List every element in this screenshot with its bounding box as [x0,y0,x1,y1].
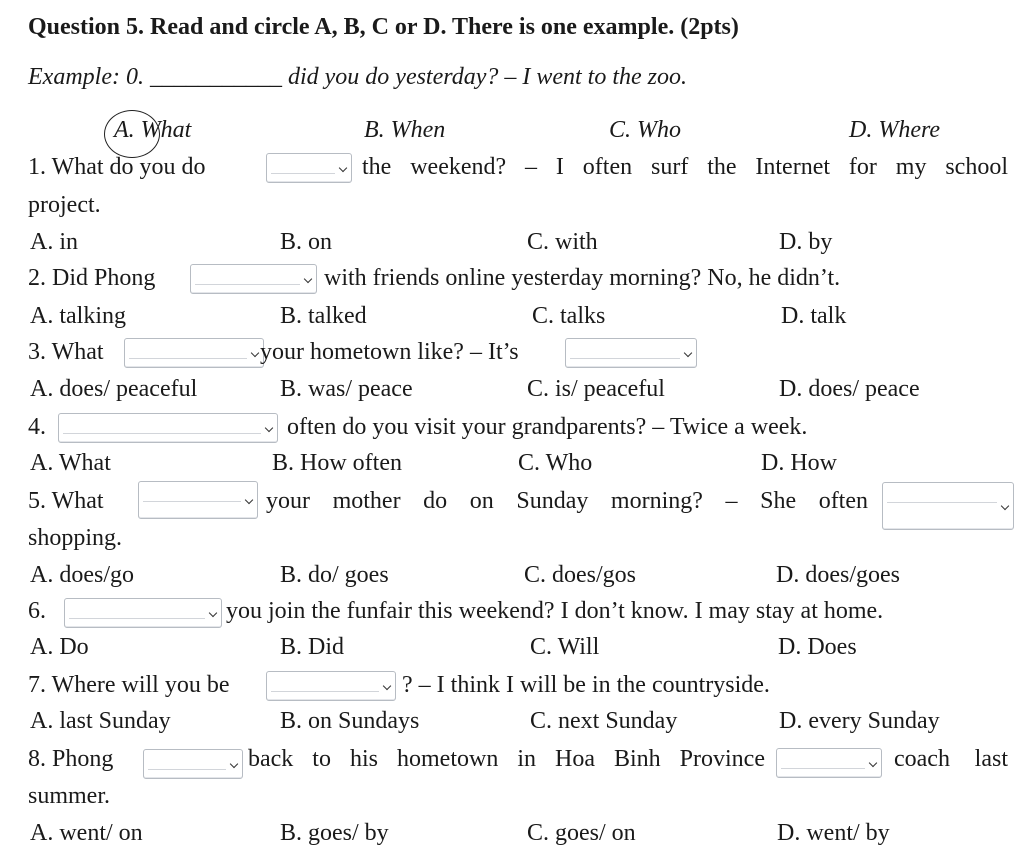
q5-option-b: B. do/ goes [280,562,389,588]
q6-option-d: D. Does [778,634,857,660]
q4-text-start: 4. [28,414,46,440]
q5-blank-select-1[interactable] [138,481,258,519]
q8-text-start: 8. Phong [28,746,114,772]
q1-text-end-words: the weekend? – I often surf the Internet for my school [362,154,1008,180]
q8-blank-select-2[interactable] [776,748,882,778]
example-option-b: B. When [364,117,446,143]
q8-text-mid-words: back to his hometown in Hoa Binh Province [248,746,765,772]
q4-option-c: C. Who [518,450,593,476]
q3-option-c: C. is/ peaceful [527,376,665,402]
chevron-down-icon [383,682,391,690]
q4-text-end: often do you visit your grandparents? – Twice a week. [287,414,808,440]
q7-option-b: B. on Sundays [280,708,420,734]
q7-text-end: ? – I think I will be in the countryside. [402,672,770,698]
chevron-down-icon [1001,502,1009,510]
question-title: Question 5. Read and circle A, B, C or D. There is one example. (2pts) [28,14,739,40]
example-option-d: D. Where [849,117,941,143]
q5-option-a: A. does/go [30,562,134,588]
chevron-down-icon [339,164,347,172]
q3-blank-select-2[interactable] [565,338,697,368]
q2-option-b: B. talked [280,303,367,329]
q1-option-c: C. with [527,229,598,255]
chevron-down-icon [304,275,312,283]
q3-option-a: A. does/ peaceful [30,376,198,402]
q3-option-b: B. was/ peace [280,376,413,402]
chevron-down-icon [265,424,273,432]
q1-text-wrap: project. [28,192,101,218]
q8-text-end [894,744,1008,774]
q5-text-start: 5. What [28,488,104,514]
q1-option-d: D. by [779,229,833,255]
q8-blank-select-1[interactable] [143,749,243,779]
q4-option-a: A. What [30,450,111,476]
q8-text-mid [248,744,765,774]
chevron-down-icon [869,759,877,767]
q1-text-start: 1. What do you do [28,154,206,180]
example-option-a: A. What [114,117,192,143]
example-rest: did you do yesterday? – I went to the zoo. [281,64,688,90]
q6-option-b: B. Did [280,634,345,660]
chevron-down-icon [230,760,238,768]
q3-text-start: 3. What [28,339,104,365]
example-lead: Example: 0. [28,64,150,90]
q6-blank-select[interactable] [64,598,222,628]
chevron-down-icon [251,349,259,357]
q5-text-end-words: your mother do on Sunday morning? – She often [266,488,868,514]
q2-option-c: C. talks [532,303,606,329]
example-blank: ___________ [149,64,282,90]
q7-option-c: C. next Sunday [530,708,678,734]
q1-option-b: B. on [280,229,333,255]
q6-text-end: you join the funfair this weekend? I don’t know. I may stay at home. [226,598,884,624]
q3-option-d: D. does/ peace [779,376,920,402]
q8-option-c: C. goes/ on [527,820,636,846]
q2-text-start: 2. Did Phong [28,265,156,291]
q3-blank-select-1[interactable] [124,338,264,368]
q7-option-d: D. every Sunday [779,708,940,734]
q2-option-a: A. talking [30,303,126,329]
chevron-down-icon [684,349,692,357]
q4-option-b: B. How often [272,450,402,476]
q6-text-start: 6. [28,598,46,624]
q7-blank-select[interactable] [266,671,396,701]
q1-option-a: A. in [30,229,78,255]
q7-option-a: A. last Sunday [30,708,171,734]
q5-text-end [266,486,868,516]
q1-text-end [362,152,1008,182]
q1-blank-select[interactable] [266,153,352,183]
q7-text-start: 7. Where will you be [28,672,230,698]
q6-option-a: A. Do [30,634,89,660]
q5-text-wrap: shopping. [28,525,123,551]
q4-blank-select[interactable] [58,413,278,443]
q8-text-wrap: summer. [28,783,110,809]
q8-option-a: A. went/ on [30,820,143,846]
q2-blank-select[interactable] [190,264,317,294]
q3-text-end: your hometown like? – It’s [260,339,519,365]
chevron-down-icon [209,609,217,617]
q5-blank-select-2[interactable] [882,482,1014,530]
q5-option-c: C. does/gos [524,562,637,588]
q8-option-d: D. went/ by [777,820,890,846]
q6-option-c: C. Will [530,634,600,660]
example-option-c: C. Who [609,117,681,143]
q2-option-d: D. talk [781,303,847,329]
example-line [28,62,687,92]
q8-option-b: B. goes/ by [280,820,389,846]
q2-text-end: with friends online yesterday morning? No, he didn’t. [324,265,841,291]
q4-option-d: D. How [761,450,837,476]
chevron-down-icon [245,496,253,504]
q5-option-d: D. does/goes [776,562,900,588]
q8-text-end-words: coach last [894,746,1008,772]
